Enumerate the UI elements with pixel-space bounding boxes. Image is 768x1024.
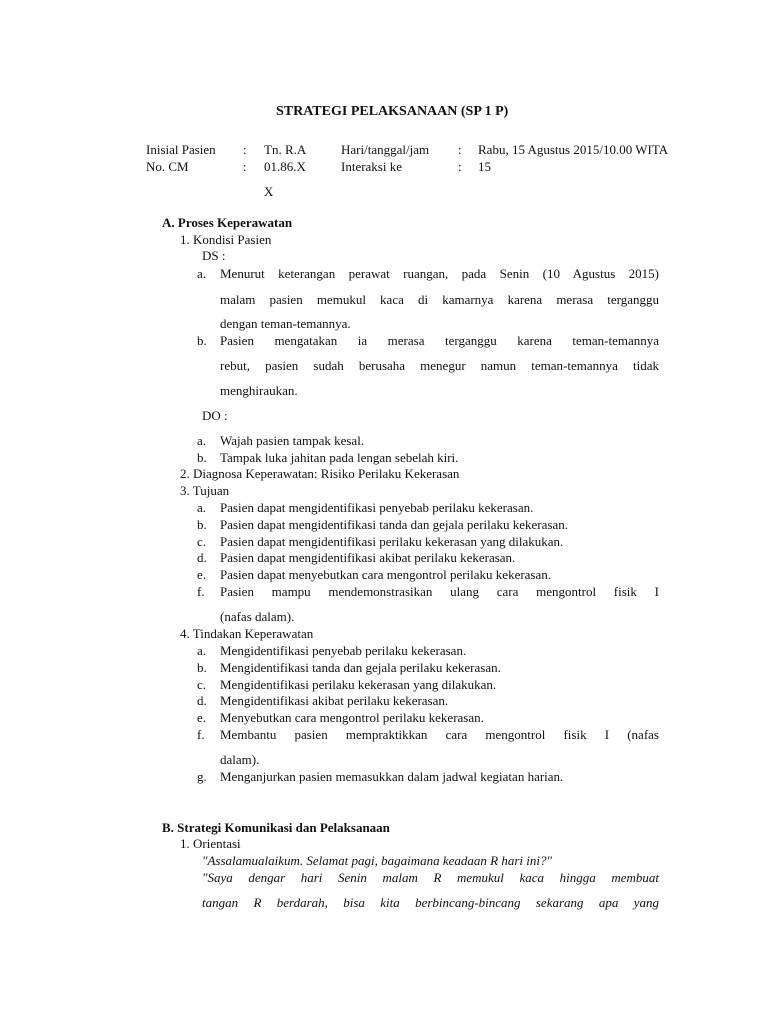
- tindakan-marker: g.: [197, 769, 207, 784]
- orientasi-label: 1. Orientasi: [180, 836, 241, 851]
- inisial-label: Inisial Pasien: [146, 142, 216, 157]
- nocm-label: No. CM: [146, 159, 189, 174]
- tujuan-marker: a.: [197, 500, 207, 515]
- tujuan-item: Pasien mampu mendemonstrasikan ulang cara mengontrol fisik I: [220, 584, 659, 599]
- do-marker: b.: [197, 450, 207, 465]
- ds-a-line: dengan teman-temannya.: [220, 316, 351, 331]
- ds-a-marker: a.: [197, 266, 207, 281]
- hari-colon: :: [458, 142, 462, 157]
- nocm-colon: :: [243, 159, 247, 174]
- orientasi-quote: "Saya dengar hari Senin malam R memukul kaca hingga membuat: [202, 870, 659, 885]
- nocm-value: 01.86.X: [264, 159, 306, 174]
- interaksi-label: Interaksi ke: [341, 159, 403, 174]
- do-label: DO :: [202, 408, 228, 423]
- ds-label: DS :: [202, 248, 226, 263]
- page-title: STRATEGI PELAKSANAAN (SP 1 P): [276, 104, 509, 119]
- ds-a-line: malam pasien memukul kaca di kamarnya karena merasa terganggu: [220, 292, 659, 307]
- ds-b-line: rebut, pasien sudah berusaha menegur namun teman-temannya tidak: [220, 358, 659, 373]
- tindakan-item: Mengidentifikasi penyebab perilaku kekerasan.: [220, 643, 467, 658]
- tindakan-marker: a.: [197, 643, 207, 658]
- tindakan-marker: d.: [197, 693, 207, 708]
- tindakan-marker: b.: [197, 660, 207, 675]
- tujuan-item: Pasien dapat mengidentifikasi penyebab perilaku kekerasan.: [220, 500, 534, 515]
- ds-a-line: Menurut keterangan perawat ruangan, pada Senin (10 Agustus 2015): [220, 266, 659, 281]
- nocm-x: X: [264, 184, 274, 199]
- interaksi-colon: :: [458, 159, 462, 174]
- ds-b-line: Pasien mengatakan ia merasa terganggu karena teman-temannya: [220, 333, 659, 348]
- tujuan-marker: c.: [197, 534, 207, 549]
- section-b-heading: B. Strategi Komunikasi dan Pelaksanaan: [162, 820, 390, 835]
- inisial-value: Tn. R.A: [264, 142, 307, 157]
- tindakan-item: Mengidentifikasi perilaku kekerasan yang dilakukan.: [220, 677, 497, 692]
- interaksi-value: 15: [478, 159, 491, 174]
- hari-value: Rabu, 15 Agustus 2015/10.00 WITA: [478, 142, 669, 157]
- orientasi-quote: "Assalamualaikum. Selamat pagi, bagaimana keadaan R hari ini?": [202, 853, 552, 868]
- diagnosa-label: 2. Diagnosa Keperawatan: Risiko Perilaku Kekerasan: [180, 466, 460, 481]
- inisial-colon: :: [243, 142, 247, 157]
- kondisi-label: 1. Kondisi Pasien: [180, 232, 272, 247]
- tindakan-marker: c.: [197, 677, 207, 692]
- ds-b-line: menghiraukan.: [220, 383, 298, 398]
- do-item: Tampak luka jahitan pada lengan sebelah kiri.: [220, 450, 459, 465]
- tindakan-marker: f.: [197, 727, 205, 742]
- ds-b-marker: b.: [197, 333, 207, 348]
- tujuan-item: Pasien dapat mengidentifikasi perilaku kekerasan yang dilakukan.: [220, 534, 564, 549]
- tindakan-item: Menyebutkan cara mengontrol perilaku kekerasan.: [220, 710, 484, 725]
- tujuan-label: 3. Tujuan: [180, 483, 230, 498]
- hari-label: Hari/tanggal/jam: [341, 142, 430, 157]
- tindakan-item: Mengidentifikasi tanda dan gejala perilaku kekerasan.: [220, 660, 501, 675]
- tujuan-item: Pasien dapat menyebutkan cara mengontrol perilaku kekerasan.: [220, 567, 552, 582]
- tujuan-marker: f.: [197, 584, 205, 599]
- tujuan-item: Pasien dapat mengidentifikasi tanda dan gejala perilaku kekerasan.: [220, 517, 568, 532]
- tujuan-item-cont: (nafas dalam).: [220, 609, 295, 624]
- tindakan-item: Membantu pasien mempraktikkan cara mengontrol fisik I (nafas: [220, 727, 659, 742]
- tindakan-item: Mengidentifikasi akibat perilaku kekerasan.: [220, 693, 449, 708]
- section-a-heading: A. Proses Keperawatan: [162, 215, 293, 230]
- orientasi-quote: tangan R berdarah, bisa kita berbincang-bincang sekarang apa yang: [202, 895, 659, 910]
- tujuan-marker: b.: [197, 517, 207, 532]
- tindakan-label: 4. Tindakan Keperawatan: [180, 626, 314, 641]
- tujuan-item: Pasien dapat mengidentifikasi akibat perilaku kekerasan.: [220, 550, 516, 565]
- do-item: Wajah pasien tampak kesal.: [220, 433, 365, 448]
- tindakan-item-cont: dalam).: [220, 752, 260, 767]
- tujuan-marker: d.: [197, 550, 207, 565]
- tujuan-marker: e.: [197, 567, 207, 582]
- tindakan-marker: e.: [197, 710, 207, 725]
- tindakan-item: Menganjurkan pasien memasukkan dalam jadwal kegiatan harian.: [220, 769, 564, 784]
- do-marker: a.: [197, 433, 207, 448]
